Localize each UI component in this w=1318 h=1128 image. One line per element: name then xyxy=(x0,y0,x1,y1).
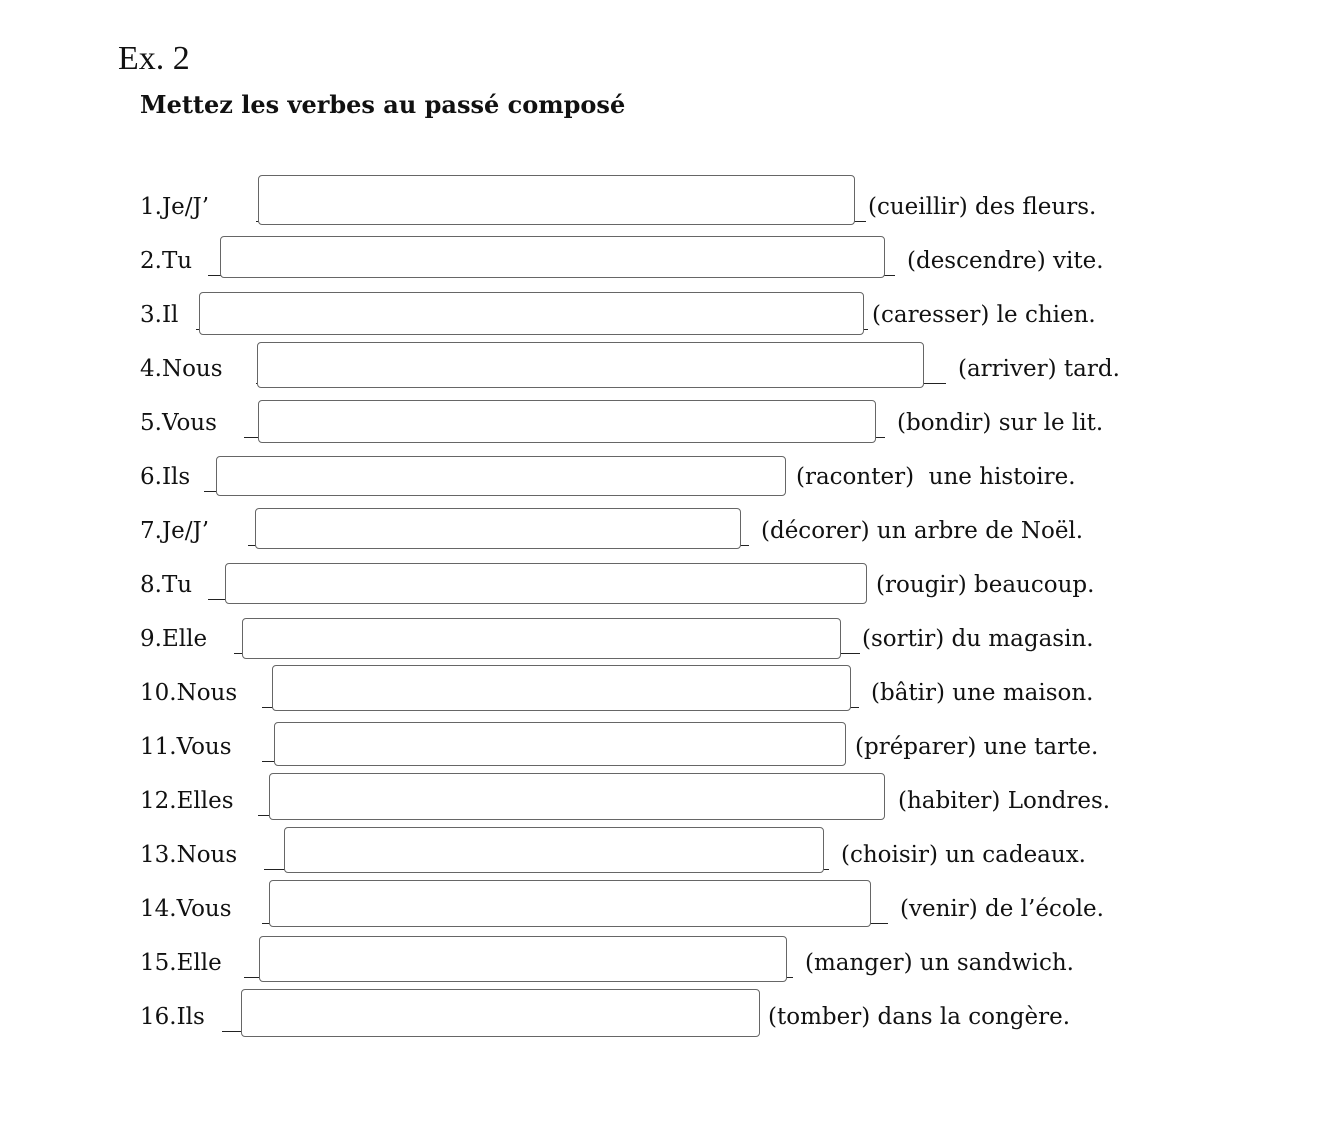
item-verb-and-rest: (sortir) du magasin. xyxy=(862,626,1094,652)
item-verb-and-rest: (bâtir) une maison. xyxy=(871,680,1094,706)
item-label: 10.Nous xyxy=(140,680,238,706)
answer-input-1[interactable] xyxy=(258,175,855,225)
item-label: 11.Vous xyxy=(140,734,232,760)
item-label: 15.Elle xyxy=(140,950,222,976)
item-verb-and-rest: (habiter) Londres. xyxy=(898,788,1111,814)
item-verb-and-rest: (choisir) un cadeaux. xyxy=(841,842,1086,868)
answer-input-7[interactable] xyxy=(255,508,741,549)
item-verb-and-rest: (raconter) une histoire. xyxy=(796,464,1076,490)
item-verb-and-rest: (tomber) dans la congère. xyxy=(768,1004,1071,1030)
item-verb-and-rest: (descendre) vite. xyxy=(907,248,1104,274)
item-label: 7.Je/J’ xyxy=(140,518,210,544)
answer-input-15[interactable] xyxy=(259,936,787,982)
item-verb-and-rest: (manger) un sandwich. xyxy=(805,950,1074,976)
instruction-heading: Mettez les verbes au passé composé xyxy=(140,90,626,119)
item-label: 2.Tu xyxy=(140,248,193,274)
answer-input-14[interactable] xyxy=(269,880,871,927)
item-verb-and-rest: (venir) de l’école. xyxy=(900,896,1104,922)
item-label: 8.Tu xyxy=(140,572,193,598)
item-verb-and-rest: (bondir) sur le lit. xyxy=(897,410,1104,436)
answer-input-16[interactable] xyxy=(241,989,760,1037)
answer-input-3[interactable] xyxy=(199,292,864,335)
item-verb-and-rest: (arriver) tard. xyxy=(958,356,1120,382)
item-label: 13.Nous xyxy=(140,842,238,868)
item-label: 5.Vous xyxy=(140,410,217,436)
item-label: 4.Nous xyxy=(140,356,223,382)
item-verb-and-rest: (préparer) une tarte. xyxy=(855,734,1099,760)
answer-input-12[interactable] xyxy=(269,773,885,820)
item-verb-and-rest: (rougir) beaucoup. xyxy=(876,572,1095,598)
item-label: 12.Elles xyxy=(140,788,234,814)
answer-input-9[interactable] xyxy=(242,618,841,659)
answer-input-2[interactable] xyxy=(220,236,885,278)
answer-input-10[interactable] xyxy=(272,665,851,711)
answer-input-6[interactable] xyxy=(216,456,786,496)
item-verb-and-rest: (décorer) un arbre de Noël. xyxy=(761,518,1084,544)
item-verb-and-rest: (cueillir) des fleurs. xyxy=(868,194,1097,220)
answer-input-5[interactable] xyxy=(258,400,876,443)
item-label: 1.Je/J’ xyxy=(140,194,210,220)
answer-input-8[interactable] xyxy=(225,563,867,604)
item-label: 16.Ils xyxy=(140,1004,205,1030)
item-label: 9.Elle xyxy=(140,626,208,652)
item-label: 14.Vous xyxy=(140,896,232,922)
item-verb-and-rest: (caresser) le chien. xyxy=(872,302,1096,328)
answer-input-11[interactable] xyxy=(274,722,846,766)
exercise-label: Ex. 2 xyxy=(118,40,190,77)
item-label: 3.Il xyxy=(140,302,179,328)
item-label: 6.Ils xyxy=(140,464,191,490)
answer-input-4[interactable] xyxy=(257,342,924,388)
answer-input-13[interactable] xyxy=(284,827,824,873)
